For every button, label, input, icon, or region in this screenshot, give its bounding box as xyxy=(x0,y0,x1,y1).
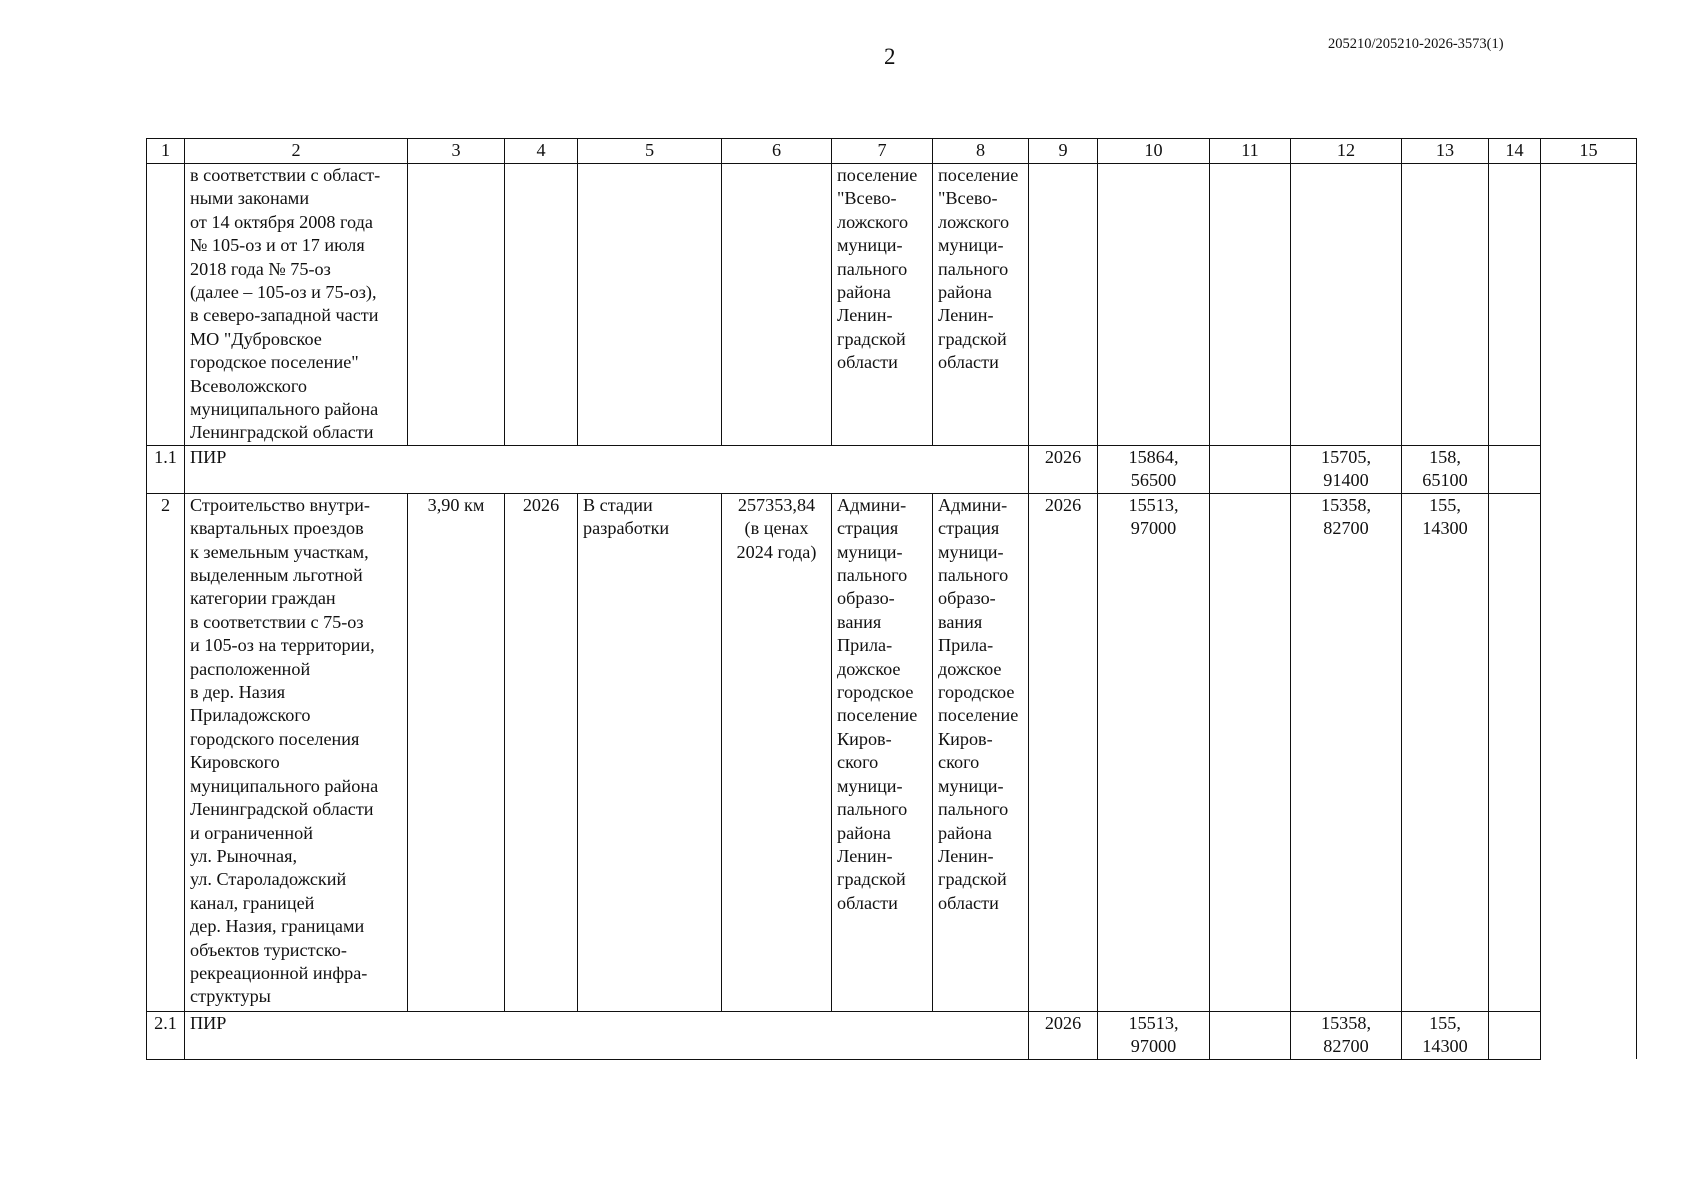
year-cell: 2026 xyxy=(1029,446,1098,494)
column-header: 10 xyxy=(1098,139,1210,164)
column-header: 8 xyxy=(933,139,1029,164)
stage-name-cell xyxy=(185,1011,1029,1059)
federal-amount-cell xyxy=(1210,493,1291,1011)
column-number-header-row xyxy=(147,139,1637,164)
column-header: 3 xyxy=(408,139,505,164)
deadline-cell xyxy=(505,164,578,446)
regional-amount-cell xyxy=(1291,493,1402,1011)
page-number: 2 xyxy=(884,44,896,69)
extra-cell xyxy=(1489,446,1541,494)
design-status-cell xyxy=(578,164,722,446)
extra-cell xyxy=(1489,493,1541,1011)
local-amount-cell xyxy=(1402,446,1489,494)
column-header: 9 xyxy=(1029,139,1098,164)
regional-amount-cell xyxy=(1291,1011,1402,1059)
total-amount-cell xyxy=(1098,493,1210,1011)
table-row xyxy=(147,493,1637,1011)
regional-amount: 15705, 91400 xyxy=(1320,447,1371,491)
total-amount-cell xyxy=(1098,1011,1210,1059)
local-amount: 155, 14300 xyxy=(1422,1012,1468,1057)
column-header: 13 xyxy=(1402,139,1489,164)
capacity-cell xyxy=(408,164,505,446)
program-table xyxy=(146,138,1637,1060)
column-header: 6 xyxy=(722,139,832,164)
local-amount-cell xyxy=(1402,493,1489,1011)
row-number: 1.1 xyxy=(147,446,185,494)
column-header: 12 xyxy=(1291,139,1402,164)
column-header: 5 xyxy=(578,139,722,164)
column-header: 11 xyxy=(1210,139,1291,164)
total-amount-cell xyxy=(1098,446,1210,494)
recipient-text: поселение "Всево- ложского муници- пального района Ленин- градской области xyxy=(938,165,1019,373)
total-amount: 15513, 97000 xyxy=(1128,494,1179,539)
total-amount: 15864, 56500 xyxy=(1128,447,1179,491)
object-name: Строительство внутри- квартальных проездов к земельным участкам, выделенным льготной категории граждан в соответствии с 75-оз и 105-оз на территории, расположенной в дер. Назия Приладожского городского поселения Кировского муниципального района Ленинградской области и ограниченной ул. Рыночная, ул. Староладожский канал, границей дер. Назия, границами объектов туристско- рекреационной инфра- структуры xyxy=(190,494,379,1007)
federal-amount-cell xyxy=(1210,446,1291,494)
extra-cell xyxy=(1489,164,1541,446)
object-name-cell xyxy=(185,164,408,446)
regional-amount-cell xyxy=(1291,164,1402,446)
total-amount: 15513, 97000 xyxy=(1128,1012,1179,1057)
design-status: В стадии разработки xyxy=(583,494,670,539)
recipient-cell xyxy=(933,164,1029,446)
year-cell: 2026 xyxy=(1029,493,1098,1011)
design-status-cell xyxy=(578,493,722,1011)
regional-amount: 15358, 82700 xyxy=(1320,1012,1371,1057)
recipient-text: Админи- страция муници- пального образо- вания Прила- дожское городское поселение Киров- ского муници- пального района Ленин- градской области xyxy=(938,494,1019,913)
recipient-cell xyxy=(933,493,1029,1011)
column-header: 1 xyxy=(147,139,185,164)
customer-text: поселение "Всево- ложского муници- пального района Ленин- градской области xyxy=(837,165,918,373)
column-header: 4 xyxy=(505,139,578,164)
stage-name: ПИР xyxy=(190,1012,227,1033)
table-row xyxy=(147,1011,1637,1059)
column-15-cell xyxy=(1541,164,1637,1060)
column-header: 14 xyxy=(1489,139,1541,164)
local-amount: 155, 14300 xyxy=(1422,494,1468,539)
local-amount-cell xyxy=(1402,164,1489,446)
document-id: 205210/205210-2026-3573(1) xyxy=(1328,36,1504,52)
table-row xyxy=(147,164,1637,446)
column-header: 15 xyxy=(1541,139,1637,164)
row-number: 2 xyxy=(147,493,185,1011)
table-row xyxy=(147,446,1637,494)
local-amount-cell xyxy=(1402,1011,1489,1059)
total-amount-cell xyxy=(1098,164,1210,446)
regional-amount-cell xyxy=(1291,446,1402,494)
stage-name-cell xyxy=(185,446,1029,494)
stage-name: ПИР xyxy=(190,447,227,467)
customer-cell xyxy=(832,164,933,446)
estimated-cost-cell xyxy=(722,493,832,1011)
customer-text: Админи- страция муници- пального образо- вания Прила- дожское городское поселение Киров- ского муници- пального района Ленин- градской области xyxy=(837,494,918,913)
row-number xyxy=(147,164,185,446)
federal-amount-cell xyxy=(1210,1011,1291,1059)
extra-cell xyxy=(1489,1011,1541,1059)
federal-amount-cell xyxy=(1210,164,1291,446)
estimated-cost-cell xyxy=(722,164,832,446)
capacity-cell: 3,90 км xyxy=(408,493,505,1011)
row-number: 2.1 xyxy=(147,1011,185,1059)
estimated-cost: 257353,84 (в ценах 2024 года) xyxy=(736,494,817,562)
year-cell: 2026 xyxy=(1029,1011,1098,1059)
year-cell xyxy=(1029,164,1098,446)
regional-amount: 15358, 82700 xyxy=(1320,494,1371,539)
column-header: 2 xyxy=(185,139,408,164)
object-name: в соответствии с област- ными законами от 14 октября 2008 года № 105-оз и от 17 июля 2018 года № 75-оз (далее – 105-оз и 75-оз), в северо-западной части МО "Дубровское городское поселение" Всеволожского муниципального района Ленинградской области xyxy=(190,165,381,443)
local-amount: 158, 65100 xyxy=(1422,447,1468,491)
column-header: 7 xyxy=(832,139,933,164)
deadline-cell: 2026 xyxy=(505,493,578,1011)
object-name-cell xyxy=(185,493,408,1011)
customer-cell xyxy=(832,493,933,1011)
